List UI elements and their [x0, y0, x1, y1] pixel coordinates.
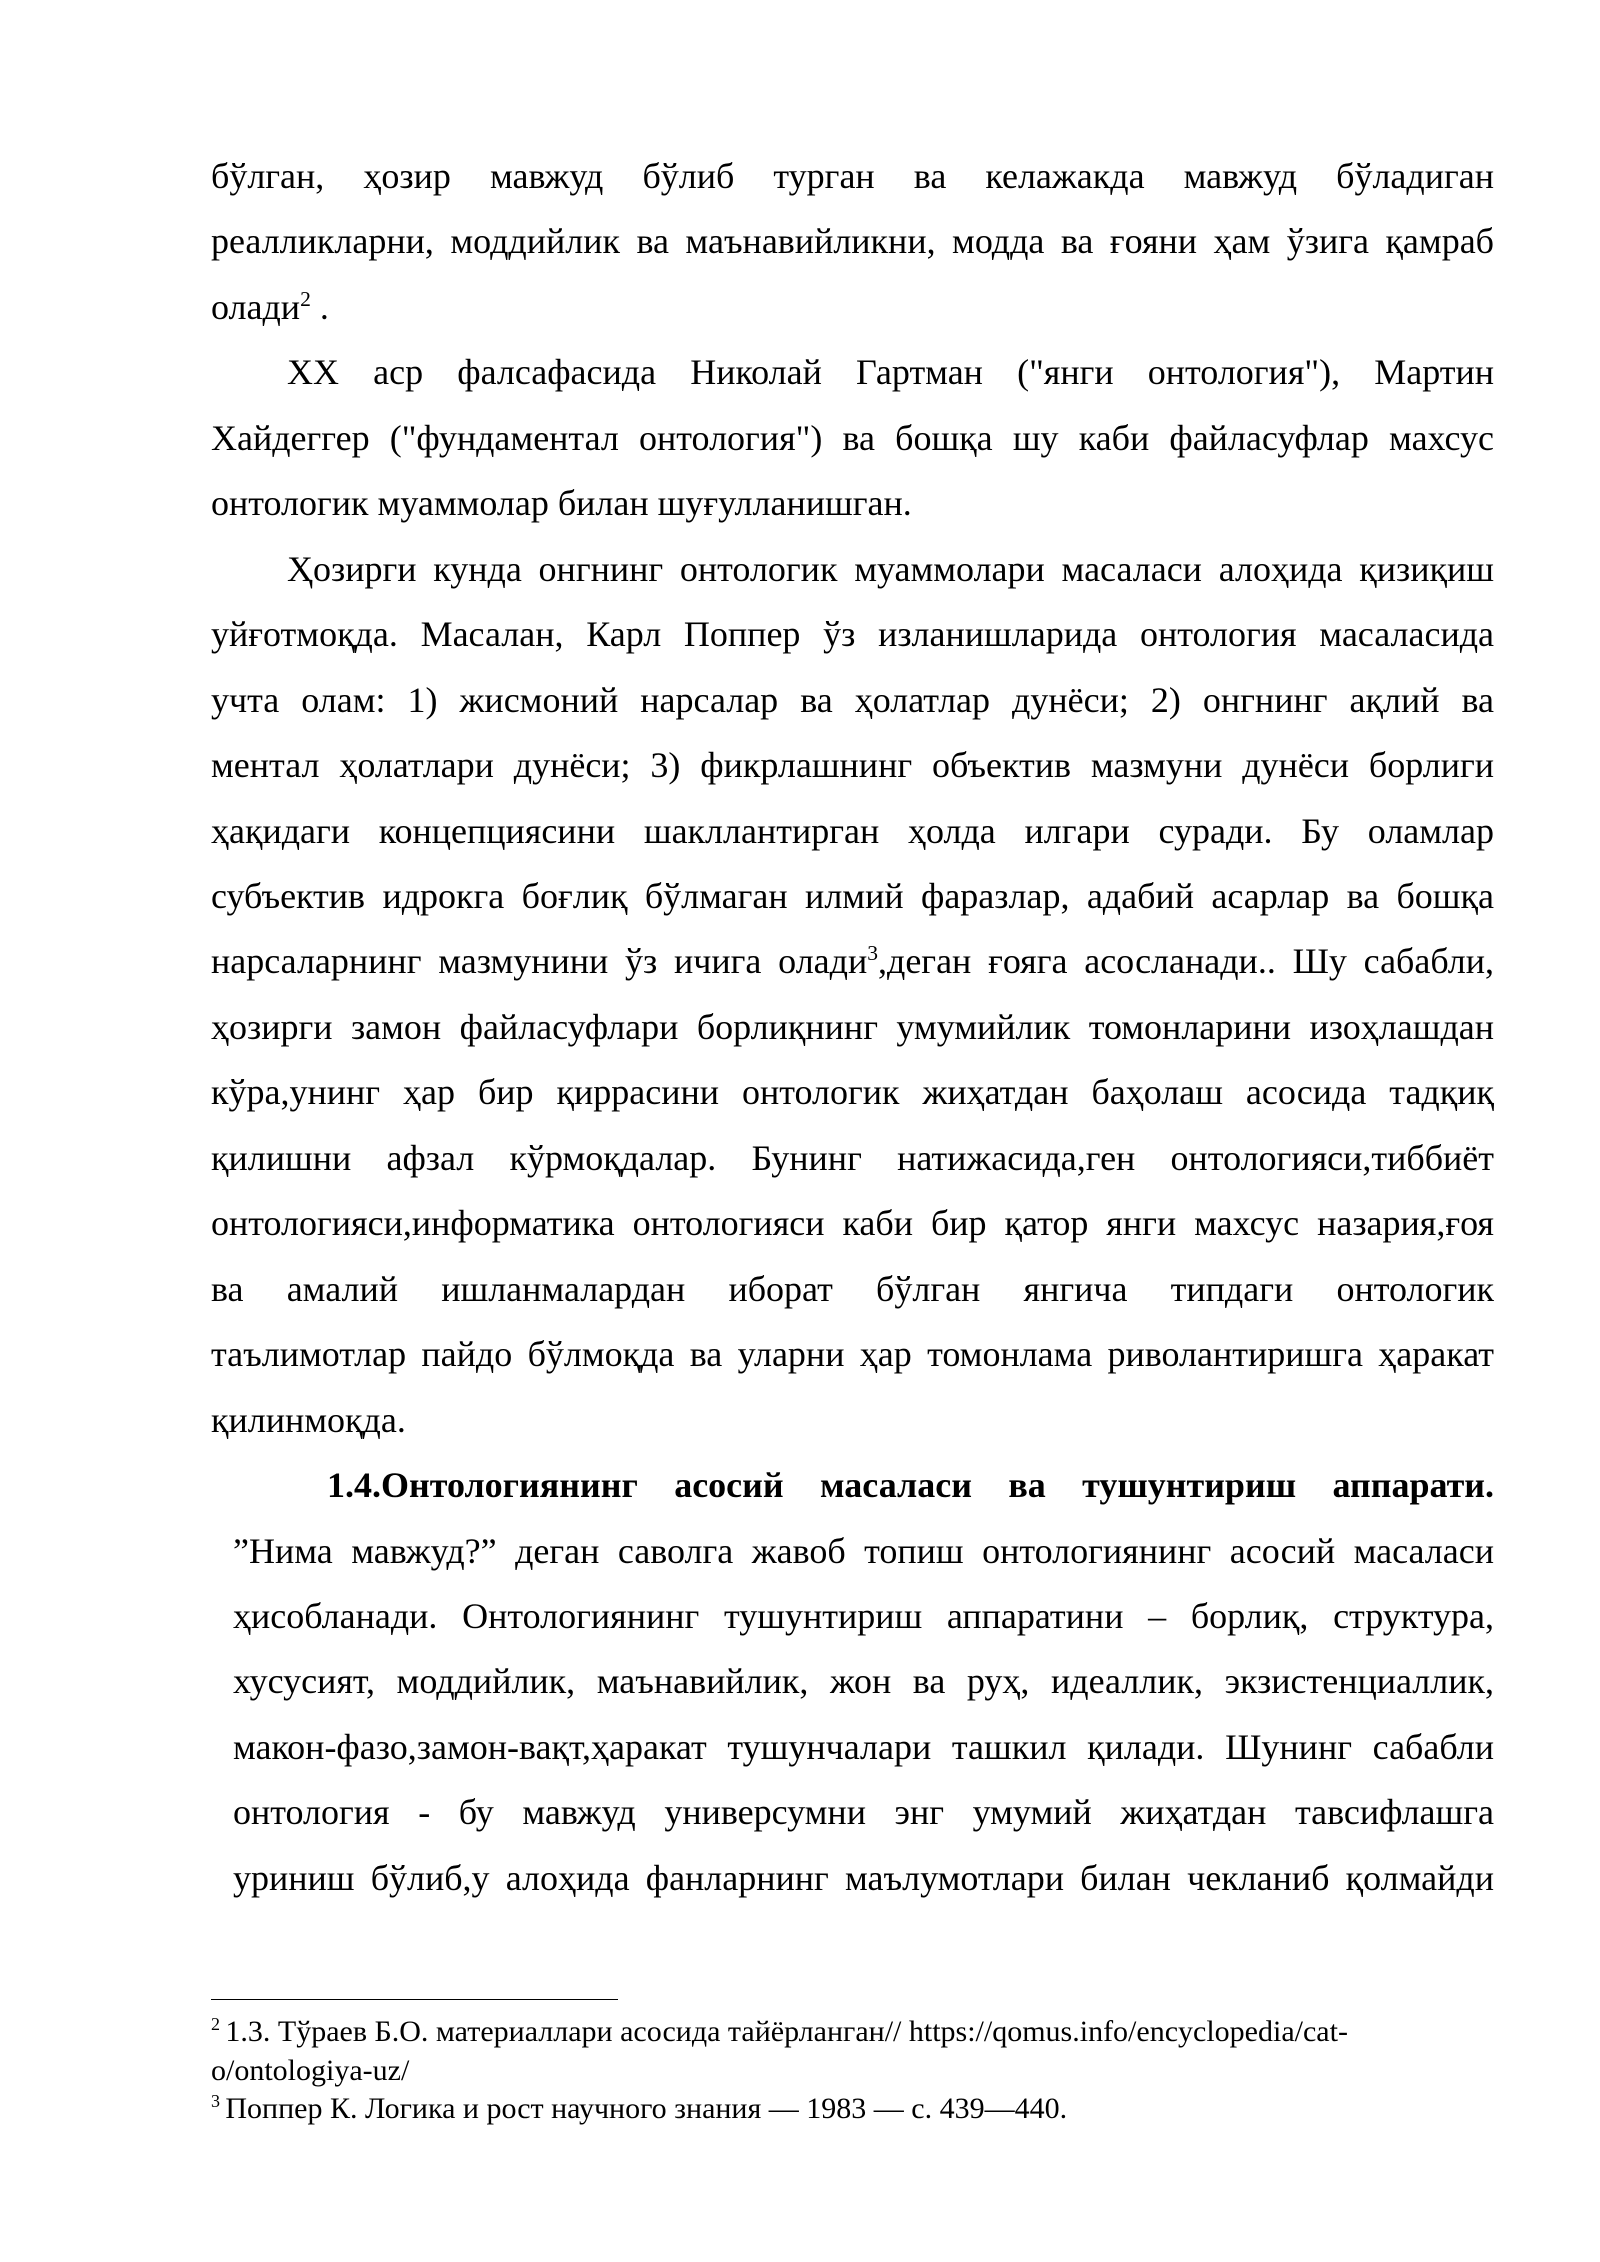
paragraph [211, 340, 1494, 536]
paragraph [211, 537, 1494, 1453]
paragraph-line: кўра,унинг ҳар бир қиррасини онтологик жиҳатдан баҳолаш асосида тадқиқ [211, 1072, 1494, 1113]
paragraph-line: бўлган, ҳозир мавжуд бўлиб турган ва келажакда мавжуд бўладиган [211, 156, 1494, 196]
paragraph-line: учта олам: 1) жисмоний нарсалар ва ҳолатлар дунёси; 2) онгнинг ақлий ва [211, 679, 1494, 720]
paragraph-line: таълимотлар пайдо бўлмоқда ва уларни ҳар томонлама риволантиришга ҳаракат [211, 1334, 1494, 1375]
paragraph-line: ҳақидаги концепциясини шакллантирган ҳолда илгари суради. Бу оламлар [211, 810, 1494, 851]
footnote-text: 1.3. Тўраев Б.О. материаллари асосида тайёрланган// https://qomus.info/encyclopedia/cat- [225, 2015, 1348, 2048]
paragraph-line: онтология - бу мавжуд универсумни энг умумий жиҳатдан тавсифлашга [233, 1792, 1494, 1833]
paragraph-line: ҳисобланади. Онтологиянинг тушунтириш аппаратини – борлиқ, структура, [233, 1595, 1494, 1636]
line-text: нарсаларнинг мазмунини ўз ичига олади [211, 941, 868, 982]
footnote-mark: 3 [211, 2091, 220, 2111]
footnote-ref: 2 [300, 286, 311, 311]
line-text: . [310, 286, 329, 327]
footnote-ref: 3 [867, 941, 879, 966]
footnote [211, 2090, 1494, 2129]
paragraph-line: ва амалий ишланмалардан иборат бўлган янгича типдаги онтологик [211, 1268, 1494, 1309]
paragraph-line: хусусият, моддийлик, маънавийлик, жон ва руҳ, идеаллик, экзистенциаллик, [233, 1661, 1494, 1702]
line-text: олади [211, 286, 301, 327]
paragraph-line: Ҳозирги кунда онгнинг онтологик муаммолари масаласи алоҳида қизиқиш [287, 548, 1494, 589]
paragraph [233, 1519, 1494, 1912]
footnotes [211, 2013, 1494, 2129]
paragraph-line: субъектив идрокга боғлиқ бўлмаган илмий фаразлар, адабий асарлар ва бошқа [211, 875, 1494, 916]
paragraph [211, 144, 1494, 340]
paragraph-line: ”Нима мавжуд?” деган саволга жавоб топиш онтологиянинг асосий масаласи [233, 1530, 1494, 1571]
paragraph-line: онтологияси,информатика онтологияси каби бир қатор янги махсус назария,ғоя [211, 1203, 1494, 1244]
section-heading: 1.4.Онтологиянинг асосий масаласи ва тушунтириш аппарати. [327, 1465, 1494, 1506]
paragraph-line: уриниш бўлиб,у алоҳида фанларнинг маълумотлари билан чекланиб қолмайди [233, 1857, 1494, 1898]
paragraph-line: Хайдеггер ("фундаментал онтология") ва бошқа шу каби файласуфлар махсус [211, 417, 1494, 458]
paragraph-line: ҳозирги замон файласуфлари борлиқнинг умумийлик томонларини изоҳлашдан [211, 1006, 1494, 1047]
paragraph-line: реалликларни, моддийлик ва маънавийликни, модда ва ғояни ҳам ўзига қамраб [211, 221, 1494, 262]
footnote-text: Поппер К. Логика и рост научного знания — 1983 — с. 439—440. [225, 2092, 1068, 2125]
paragraph-line: макон-фазо,замон-вақт,ҳаракат тушунчалари ташкил қилади. Шунинг сабабли [233, 1726, 1494, 1767]
paragraph-line: қилинмоқда. [211, 1399, 406, 1440]
paragraph-line: уйғотмоқда. Масалан, Карл Поппер ўз изланишларида онтология масаласида [211, 614, 1494, 655]
paragraph-line [211, 929, 1494, 994]
paragraph-line: онтологик муаммолар билан шуғулланишган. [211, 483, 912, 524]
page-body [211, 144, 1494, 1911]
footnote-mark: 2 [211, 2014, 220, 2034]
footnote [211, 2013, 1494, 2090]
paragraph-line: ментал ҳолатлари дунёси; 3) фикрлашнинг объектив мазмуни дунёси борлиги [211, 745, 1494, 786]
section [233, 1453, 1494, 1911]
paragraph-line: қилишни афзал кўрмоқдалар. Бунинг натижасида,ген онтологияси,тиббиёт [211, 1137, 1494, 1178]
line-text: ,деган ғояга асосланади.. Шу сабабли, [878, 941, 1494, 982]
footnote-text: o/ontologiya-uz/ [211, 2053, 410, 2087]
footnote-separator [211, 1999, 618, 2000]
paragraph-line: XX аср фалсафасида Николай Гартман ("янги онтология"), Мартин [287, 352, 1494, 393]
paragraph-line [211, 275, 1494, 340]
